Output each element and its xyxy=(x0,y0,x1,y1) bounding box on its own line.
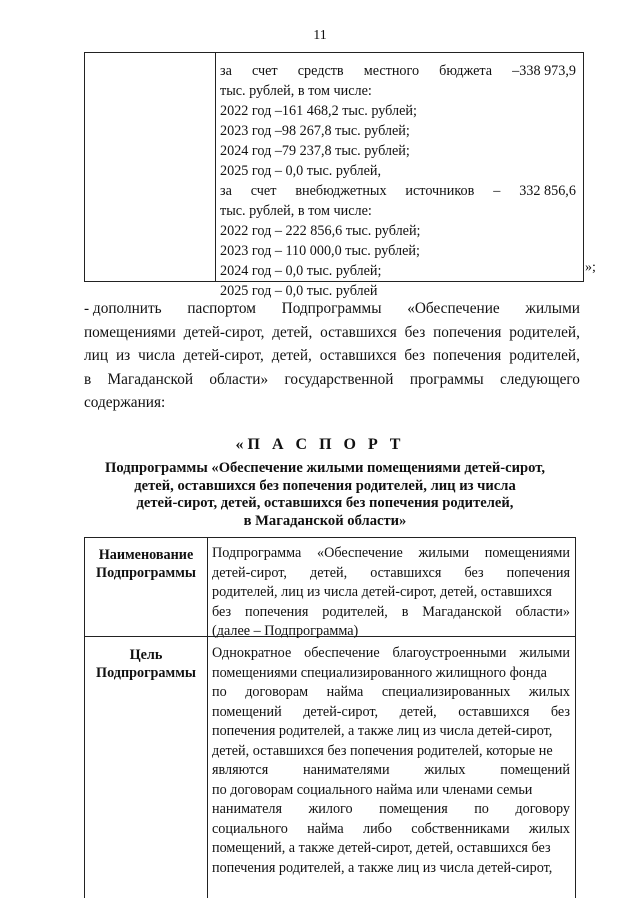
label-line: Подпрограммы xyxy=(96,665,196,681)
word: детей-сирот, xyxy=(303,703,379,720)
word: детей-сирот, xyxy=(212,564,287,581)
word: договору xyxy=(515,801,570,817)
word: благоустроенными xyxy=(392,645,507,661)
word: по xyxy=(474,801,489,817)
word: родителей, xyxy=(322,603,388,620)
text-line xyxy=(212,859,570,879)
word: Магаданской xyxy=(422,603,502,620)
table-column-divider xyxy=(215,53,216,281)
text-line xyxy=(220,101,576,121)
word: 2022 год – 222 856,6 тыс. рублей; xyxy=(220,223,421,239)
word: жилыми xyxy=(525,300,580,317)
word: внебюджетных xyxy=(295,183,387,199)
word: в xyxy=(401,603,409,620)
word: программы xyxy=(409,370,484,388)
funding-sources-cell xyxy=(220,61,576,301)
row-label-name xyxy=(85,546,207,582)
text-line xyxy=(84,324,580,348)
subtitle-line: Подпрограммы «Обеспечение жилыми помещениями детей-сирот, xyxy=(105,460,545,476)
word: детей-сирот, xyxy=(183,323,265,341)
text-line xyxy=(212,544,570,564)
word: «Обеспечение xyxy=(317,545,403,561)
row-label-goal xyxy=(85,646,207,682)
word: детей, xyxy=(271,347,312,364)
word: 2022 год –161 468,2 тыс. рублей; xyxy=(220,103,417,119)
text-line xyxy=(212,583,570,603)
text-line xyxy=(212,781,570,801)
text-line xyxy=(84,394,580,418)
row-value-goal xyxy=(212,644,570,878)
word: «Обеспечение xyxy=(407,300,500,317)
amendment-paragraph xyxy=(84,300,580,418)
word: счет xyxy=(251,63,278,79)
label-line: Наименование xyxy=(98,547,194,563)
text-line xyxy=(212,800,570,820)
word: лиц xyxy=(84,347,109,364)
text-line xyxy=(220,121,576,141)
word: детей, оставшихся без попечения родителей, которые не xyxy=(212,742,553,759)
word: оставшихся xyxy=(458,703,530,720)
word: оставшихся xyxy=(319,347,397,364)
word: – xyxy=(493,183,501,199)
word: жилых xyxy=(528,820,570,837)
text-line xyxy=(220,201,576,221)
word: тыс. рублей, в том числе: xyxy=(220,203,372,219)
passport-subtitle xyxy=(90,460,560,530)
text-line xyxy=(220,261,576,281)
word: 2023 год –98 267,8 тыс. рублей; xyxy=(220,123,410,139)
word: детей, xyxy=(399,703,437,720)
text-line xyxy=(212,839,570,859)
text-line xyxy=(212,683,570,703)
subtitle-line: детей, оставшихся без попечения родителей, лиц из числа xyxy=(134,477,516,494)
row-value-name xyxy=(212,544,570,642)
word: в xyxy=(84,370,92,388)
word: помещениями xyxy=(84,323,176,341)
subtitle-line: детей-сирот, детей, оставшихся без попечения родителей, xyxy=(136,495,514,511)
text-line xyxy=(212,820,570,840)
word: из xyxy=(115,347,131,364)
text-line xyxy=(220,141,576,161)
funding-table-continuation xyxy=(84,52,584,299)
word: тыс. рублей, в том числе: xyxy=(220,83,372,99)
word: попечения xyxy=(433,323,502,341)
word: нанимателями xyxy=(303,762,390,778)
text-line xyxy=(212,722,570,742)
word: средств xyxy=(297,63,344,79)
word: детей, xyxy=(309,564,348,581)
word: помещениями специализированного жилищного фонда xyxy=(212,664,547,681)
word: –338 973,9 xyxy=(512,63,576,79)
label-line: Цель xyxy=(129,647,163,663)
word: 2025 год – 0,0 тыс. рублей xyxy=(220,283,378,299)
word: оставшихся xyxy=(320,323,397,341)
text-line xyxy=(220,221,576,241)
word: либо xyxy=(363,820,392,837)
text-line xyxy=(84,371,580,395)
text-line xyxy=(212,664,570,684)
word: государственной xyxy=(284,370,394,388)
word: жилыми xyxy=(519,645,570,661)
word: счет xyxy=(250,183,277,199)
word: источников xyxy=(405,183,475,199)
page-number: 11 xyxy=(313,28,327,43)
word: попечения родителей, а также лиц из числа детей-сирот, xyxy=(212,859,553,876)
passport-title: «П А С П О Р Т xyxy=(235,436,405,453)
word: помещений, а также детей-сирот, детей, оставшихся без xyxy=(212,840,551,856)
text-line xyxy=(220,181,576,201)
text-line xyxy=(84,347,580,371)
text-line xyxy=(212,644,570,664)
word: Подпрограммы xyxy=(281,300,382,317)
word: области» xyxy=(209,370,269,388)
word: числа xyxy=(138,347,176,364)
word: попечения xyxy=(244,603,309,620)
word: без xyxy=(212,603,232,620)
word: 332 856,6 xyxy=(519,183,576,199)
word: оставшихся xyxy=(370,564,442,581)
word: социального xyxy=(212,820,288,837)
label-line: Подпрограммы xyxy=(96,565,196,581)
word: попечения xyxy=(506,564,570,581)
text-line xyxy=(212,742,570,762)
word: области» xyxy=(515,603,570,620)
subtitle-line: в Магаданской области» xyxy=(243,512,407,529)
word: обеспечение xyxy=(304,645,380,661)
word: специализированных xyxy=(381,684,511,700)
word: помещениями xyxy=(484,545,570,561)
word: 2023 год – 110 000,0 тыс. рублей; xyxy=(220,243,420,259)
word: без xyxy=(404,347,426,364)
text-line xyxy=(220,281,576,301)
word: 2024 год – 0,0 тыс. рублей; xyxy=(220,263,382,279)
table-column-divider xyxy=(207,538,208,898)
word: паспортом xyxy=(187,300,256,317)
word: родителей, xyxy=(509,323,580,341)
text-line xyxy=(212,761,570,781)
word: 2025 год – 0,0 тыс. рублей, xyxy=(220,163,382,179)
text-line xyxy=(220,241,576,261)
word: по договорам социального найма или членами семьи xyxy=(212,781,533,798)
word: найма xyxy=(307,820,344,837)
word: по xyxy=(212,684,227,700)
text-line xyxy=(212,622,570,642)
word: жилых xyxy=(528,684,570,700)
word: найма xyxy=(326,684,364,700)
word: жилых xyxy=(424,762,466,778)
word: нанимателя xyxy=(212,801,282,817)
word: без xyxy=(404,323,426,341)
word: следующего xyxy=(499,370,580,388)
word: Однократное xyxy=(212,645,292,661)
word: собственниками xyxy=(411,820,510,837)
word: без xyxy=(464,564,484,581)
word: помещений xyxy=(212,703,282,720)
word: - дополнить xyxy=(84,300,162,317)
word: (далее – Подпрограмма) xyxy=(212,623,359,639)
word: попечения родителей, а также лиц из числа детей-сирот, xyxy=(212,723,553,739)
word: Подпрограмма xyxy=(212,545,302,561)
closing-quote-mark: »; xyxy=(585,260,596,275)
word: без xyxy=(550,703,570,720)
passport-table xyxy=(84,537,576,898)
word: за xyxy=(220,183,232,199)
word: 2024 год –79 237,8 тыс. рублей; xyxy=(220,143,410,159)
text-line xyxy=(220,161,576,181)
word: родителей, лиц из числа детей-сирот, детей, оставшихся xyxy=(212,584,552,600)
word: содержания: xyxy=(84,394,166,411)
word: договорам xyxy=(245,684,309,700)
word: жилыми xyxy=(418,545,470,561)
word: жилого xyxy=(308,801,353,817)
text-line xyxy=(84,300,580,324)
text-line xyxy=(212,703,570,723)
word: являются xyxy=(212,762,269,778)
text-line xyxy=(220,61,576,81)
word: за xyxy=(220,63,232,79)
text-line xyxy=(212,564,570,584)
text-line xyxy=(220,81,576,101)
word: помещения xyxy=(379,801,448,817)
word: родителей, xyxy=(509,347,580,364)
word: местного xyxy=(363,63,420,79)
word: попечения xyxy=(432,347,502,364)
word: помещений xyxy=(500,762,570,778)
text-line xyxy=(212,603,570,623)
word: бюджета xyxy=(439,63,493,79)
word: детей, xyxy=(272,323,313,341)
word: детей-сирот, xyxy=(183,347,264,364)
word: Магаданской xyxy=(107,370,194,388)
